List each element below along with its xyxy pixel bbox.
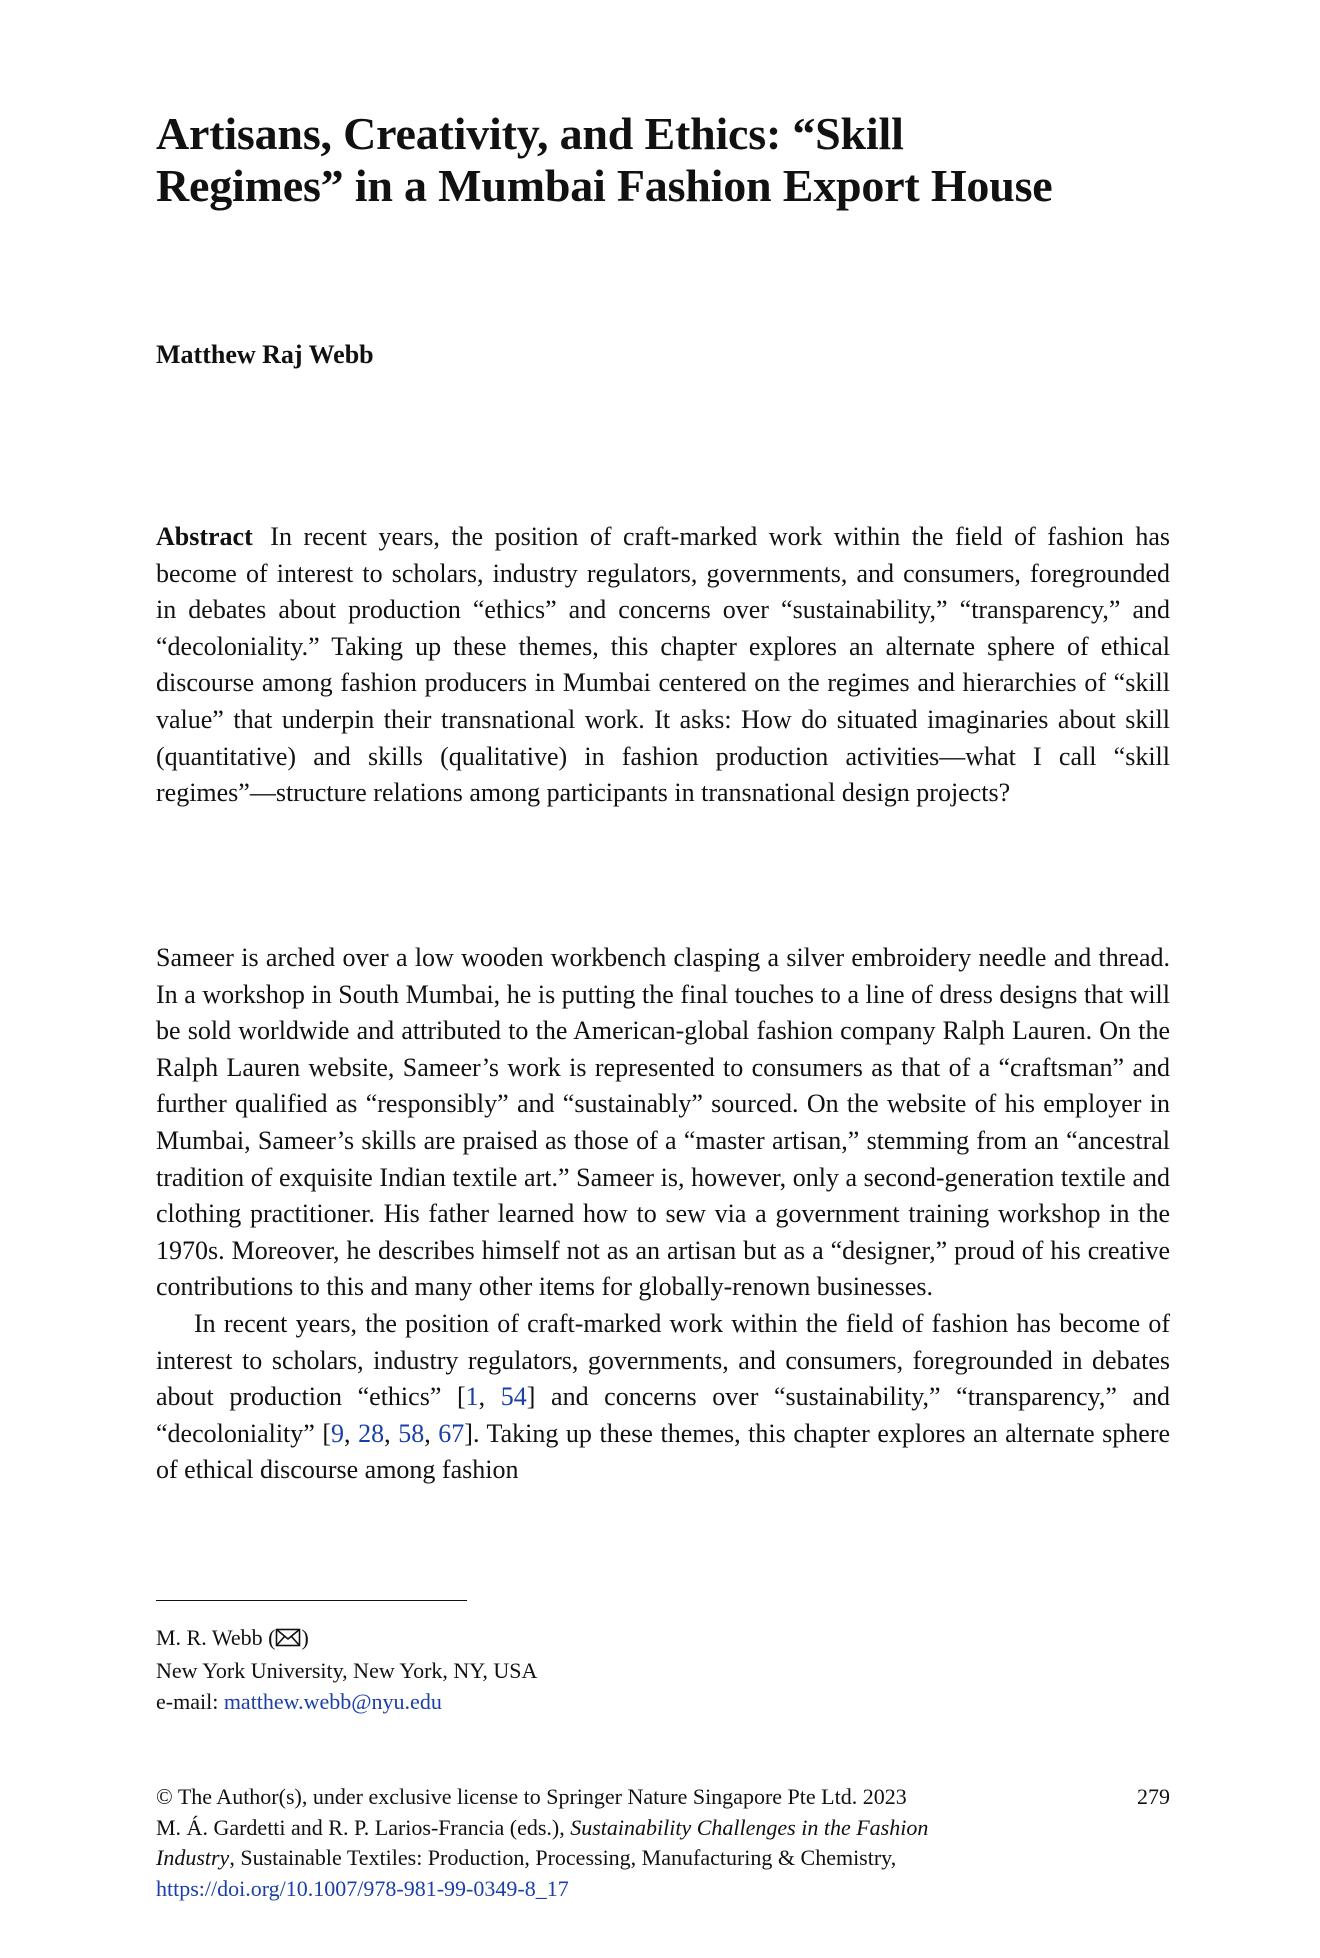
series-line bbox=[156, 1843, 1170, 1874]
body-paragraph-2 bbox=[156, 1306, 1170, 1489]
editors: M. Á. Gardetti and R. P. Larios-Francia (eds.), bbox=[156, 1814, 571, 1840]
body-paragraph-1: Sameer is arched over a low wooden workbench clasping a silver embroidery needle and thread. In a workshop in South Mumbai, he is putting the final touches to a line of dress designs that will be sold worldwide and attributed to the American-global fashion company Ralph Lauren. On the Ralph Lauren website, Sameer’s work is represented to consumers as that of a “craftsman” and further qualified as “responsibly” and “sustainably” sourced. On the website of his employer in Mumbai, Sameer’s skills are praised as those of a “master artisan,” stemming from an “ancestral tradition of exquisite Indian textile art.” Sameer is, however, only a second-generation textile and clothing practitioner. His father learned how to sew via a government training workshop in the 1970s. Moreover, he describes himself not as an artisan but as a “designer,” proud of his creative contributions to this and many other items for globally-renown businesses. bbox=[156, 943, 1170, 1302]
editors-line bbox=[156, 1813, 1170, 1844]
author-affiliation bbox=[156, 1622, 537, 1717]
paragraph-2-text-c: ]. Taking up these themes, this chapter explores an alternate sphere of ethical discourse among fashion bbox=[156, 1418, 1171, 1485]
abstract bbox=[156, 519, 1170, 812]
envelope-icon bbox=[275, 1624, 301, 1655]
book-title-continued: Industry bbox=[156, 1845, 230, 1870]
footnote-divider bbox=[156, 1600, 467, 1601]
citation-separator: , bbox=[384, 1418, 399, 1448]
citation-separator: , bbox=[424, 1418, 439, 1448]
citation-link[interactable]: 1 bbox=[465, 1382, 479, 1412]
citation-link[interactable]: 28 bbox=[358, 1418, 385, 1448]
chapter-title: Artisans, Creativity, and Ethics: “Skill Regimes” in a Mumbai Fashion Export House bbox=[156, 108, 1053, 211]
page-number: 279 bbox=[1137, 1784, 1170, 1809]
affiliation-institution: New York University, New York, NY, USA bbox=[156, 1658, 538, 1683]
affiliation-email-line bbox=[156, 1686, 537, 1717]
copyright-block bbox=[156, 1782, 1170, 1904]
citation-separator: , bbox=[344, 1418, 359, 1448]
doi-link[interactable]: https://doi.org/10.1007/978-981-99-0349-8_17 bbox=[156, 1875, 569, 1901]
affiliation-name: M. R. Webb ( bbox=[156, 1625, 276, 1650]
citation-link[interactable]: 9 bbox=[331, 1418, 345, 1448]
email-link[interactable]: matthew.webb@nyu.edu bbox=[223, 1689, 442, 1714]
main-body bbox=[156, 940, 1170, 1489]
abstract-text: In recent years, the position of craft-marked work within the field of fashion has become of interest to scholars, industry regulators, governments, and consumers, foregrounded in debates about production “ethics” and concerns over “sustainability,” “transparency,” and “decoloniality.” Taking up these themes, this chapter explores an alternate sphere of ethical discourse among fashion producers in Mumbai centered on the regimes and hierarchies of “skill value” that underpin their transnational work. It asks: How do situated imaginaries about skill (quantitative) and skills (qualitative) in fashion production activities—what I call “skill regimes”—structure relations among participants in transnational design projects? bbox=[156, 522, 1170, 808]
citation-link[interactable]: 67 bbox=[438, 1418, 465, 1448]
author-name: Matthew Raj Webb bbox=[156, 340, 374, 369]
affiliation-name-line bbox=[156, 1622, 537, 1655]
affiliation-name-close: ) bbox=[301, 1625, 309, 1650]
series-title: , Sustainable Textiles: Production, Processing, Manufacturing & Chemistry, bbox=[229, 1845, 897, 1870]
copyright-line: © The Author(s), under exclusive license to Springer Nature Singapore Pte Ltd. 2023 bbox=[156, 1784, 907, 1809]
email-label: e-mail: bbox=[156, 1689, 224, 1714]
citation-link[interactable]: 58 bbox=[398, 1418, 425, 1448]
doi-line bbox=[156, 1874, 1170, 1905]
citation-separator: , bbox=[478, 1382, 501, 1412]
book-title: Sustainability Challenges in the Fashion bbox=[570, 1814, 929, 1840]
paragraph-2-text-b: ] and concerns over “sustainability,” “transparency,” and “decoloniality” [ bbox=[156, 1382, 1171, 1448]
paragraph-2-text-a: In recent years, the position of craft-marked work within the field of fashion has become of interest to scholars, industry regulators, governments, and consumers, foregrounded in debates about production “ethics” [ bbox=[156, 1308, 1170, 1412]
abstract-label: Abstract bbox=[156, 522, 253, 551]
citation-link[interactable]: 54 bbox=[500, 1382, 527, 1412]
